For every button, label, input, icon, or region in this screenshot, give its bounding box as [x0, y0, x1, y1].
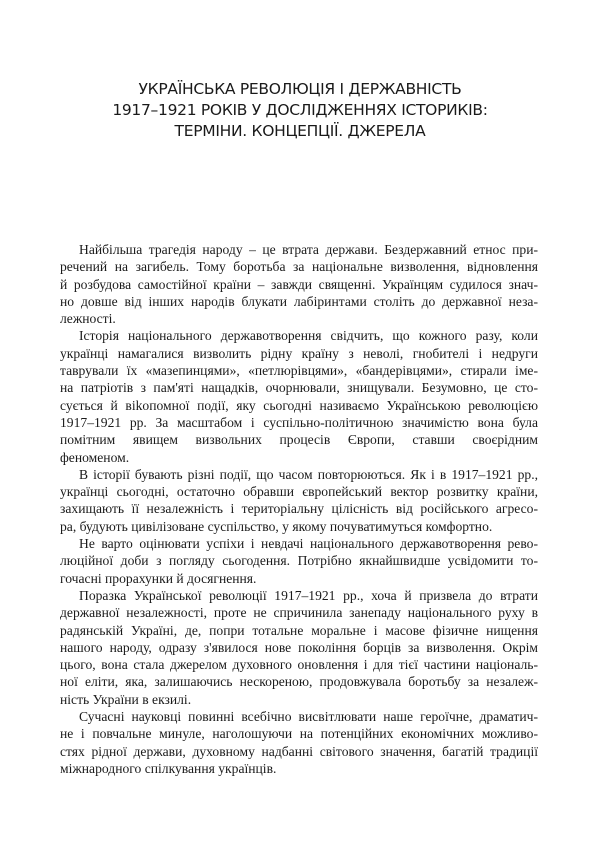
paragraph	[60, 708, 538, 777]
text-line: феноменом.	[60, 449, 130, 465]
text-line: нашого народу, одразу з'явилося нове покоління борців за визволення. Окрім	[60, 639, 538, 655]
text-line: Поразка Української революції 1917–1921 рр., хоча й призвела до втрати	[79, 587, 538, 603]
paragraph	[60, 327, 538, 465]
heading-line: ТЕРМІНИ. КОНЦЕПЦІЇ. ДЖЕРЕЛА	[174, 122, 426, 140]
text-line: міжнародного спілкування українців.	[60, 760, 277, 776]
text-line: не і повчальне минуле, наголошуючи на потенційних економічних можливо-	[60, 726, 538, 742]
text-line: цього, вона стала джерелом духовного оновлення і для тієї частини національ-	[60, 657, 538, 673]
text-line: на патріотів з пам'яті нащадків, очорнювали, знищували. Безумовно, це сто-	[60, 380, 538, 396]
body-text	[60, 241, 538, 777]
text-line: ра, будують цивілізоване суспільство, у якому почуватимуться комфортно.	[60, 518, 493, 534]
text-line: Не варто оцінювати успіхи і невдачі національного державотворення рево-	[79, 536, 538, 552]
text-line: радянській Україні, де, попри тотальне моральне і масове фізичне нищення	[60, 622, 538, 638]
text-line: Найбільша трагедія народу – це втрата держави. Бездержавний етнос при-	[79, 242, 538, 257]
text-line: 1917–1921 рр. За масштабом і суспільно-політичною значимістю вона була	[60, 414, 538, 430]
text-line: В історії бувають різні події, що часом повторюються. Як і в 1917–1921 рр.,	[79, 466, 538, 482]
text-line: лежності.	[60, 311, 116, 327]
text-line: таврували їх «мазепинцями», «петлюрівцями», «бандерівцями», стирали іме-	[60, 363, 538, 379]
text-line: гочасні прорахунки й досягнення.	[60, 570, 257, 586]
paragraph	[60, 535, 538, 587]
text-line: українці сьогодні, остаточно обравши європейський вектор розвитку країни,	[60, 484, 538, 500]
text-line: речений на загибель. Тому боротьба за національне визволення, відновлення	[60, 259, 538, 275]
text-line: захищають її незалежність і територіальну цілісність від російського агресо-	[60, 501, 538, 517]
text-line: сується й віkопомної події, яку сьогодні називаємо Українською революцією	[60, 397, 538, 413]
text-line: помітним явищем визвольних процесів Європи, ставши своєрідним	[60, 432, 538, 448]
text-line: стях рідної держави, духовному надбанні світового значення, багатій традиції	[60, 743, 538, 759]
heading-line: УКРАЇНСЬКА РЕВОЛЮЦІЯ І ДЕРЖАВНІСТЬ	[138, 80, 462, 98]
text-line: Історія національного державотворення свідчить, що кожного разу, коли	[79, 328, 538, 344]
text-line: ної еліти, яка, залишаючись нескореною, продовжувала боротьбу за незалеж-	[60, 674, 538, 690]
text-line: но довше від інших народів блукати лабіринтами століть до державної неза-	[60, 293, 538, 309]
paragraph	[60, 466, 538, 535]
text-line: й розбудова самостійної країни – завжди священні. Українцям судилося знач-	[60, 276, 538, 292]
text-line: державної незалежності, проте не спричинила занепаду національного руху в	[60, 605, 538, 621]
paragraph	[60, 587, 538, 708]
paragraph	[60, 241, 538, 327]
heading-line: 1917–1921 РОКІВ У ДОСЛІДЖЕННЯХ ІСТОРИКІВ:	[112, 101, 488, 119]
text-line: українці намагалися визволить рідну країну з неволі, гнобителі і недруги	[60, 345, 538, 361]
text-line: ність України в екзилі.	[60, 691, 192, 707]
chapter-heading	[60, 79, 540, 142]
text-line: Сучасні науковці повинні всебічно висвітлювати наше героїчне, драматич-	[79, 709, 538, 725]
text-line: люційної доби з погляду сьогодення. Потрібно якнайшвидше усвідомити то-	[60, 553, 538, 569]
